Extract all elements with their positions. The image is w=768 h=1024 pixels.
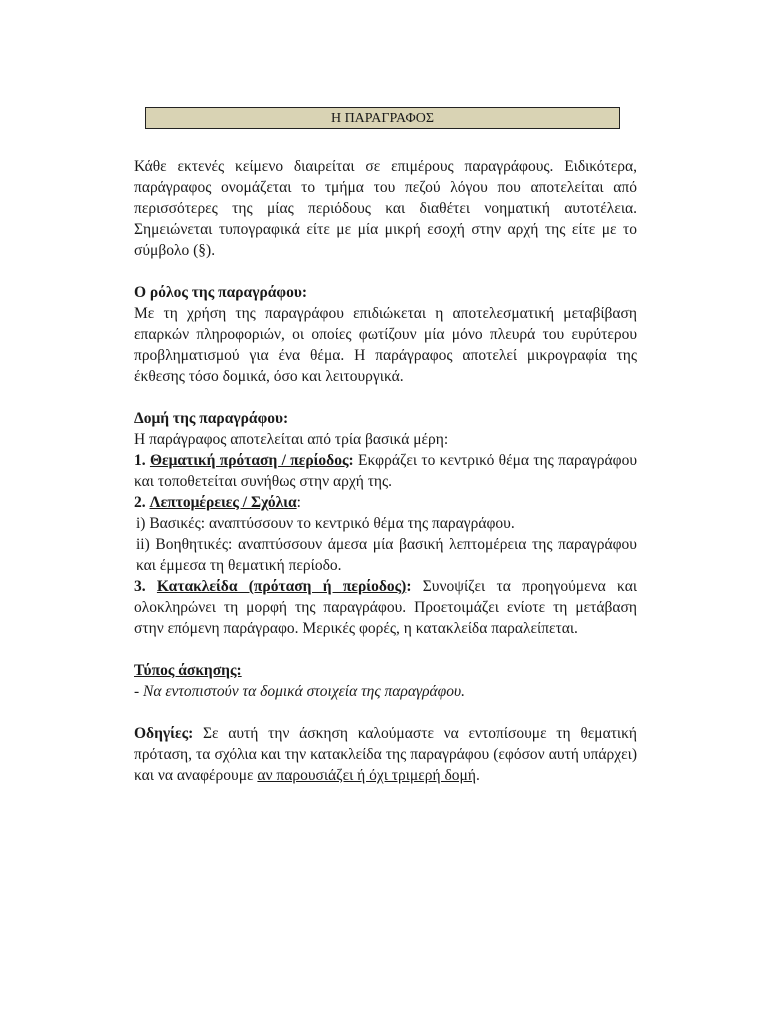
structure-item-3: 3. Κατακλείδα (πρόταση ή περίοδος): Συνοψίζει τα προηγούμενα και ολοκληρώνει τη μορφή της παραγράφου. Προετοιμάζει ενίοτε τη μετάβαση στην επόμενη παράγραφο. Μερικές φορές, η κατακλείδα παραλείπεται. xyxy=(134,578,638,637)
structure-item-2-sub-1: i) Βασικές: αναπτύσσουν το κεντρικό θέμα της παραγράφου. xyxy=(136,515,515,532)
intro-paragraph: Κάθε εκτενές κείμενο διαιρείται σε επιμέρους παραγράφους. Ειδικότερα, παράγραφος ονομάζεται το τμήμα του πεζού λόγου που αποτελείται από περισσότερες της μίας περιόδους και διαθέτει νοηματική αυτοτέλεια. Σημειώνεται τυπογραφικά είτε με μία μικρή εσοχή στην αρχή της είτε με το σύμβολο (§). xyxy=(134,158,637,259)
role-heading: Ο ρόλος της παραγράφου: xyxy=(134,284,308,301)
exercise-text: - Να εντοπιστούν τα δομικά στοιχεία της παραγράφου. xyxy=(134,683,465,700)
structure-item-2-sub-2: ii) Βοηθητικές: αναπτύσσουν άμεσα μία βασική λεπτομέρεια της παραγράφου και έμμεσα τη θεματική περίοδο. xyxy=(136,536,637,574)
structure-heading: Δομή της παραγράφου: xyxy=(134,410,289,427)
structure-item-2: 2. Λεπτομέρειες / Σχόλια: xyxy=(134,494,301,511)
page-title: Η ΠΑΡΑΓΡΑΦΟΣ xyxy=(145,107,620,129)
exercise-heading: Τύπος άσκησης: xyxy=(134,662,242,679)
document-body xyxy=(134,156,637,786)
structure-item-1: 1. Θεματική πρόταση / περίοδος: Εκφράζει το κεντρικό θέμα της παραγράφου και τοποθετείται συνήθως στην αρχή της. xyxy=(134,452,637,490)
structure-intro: Η παράγραφος αποτελείται από τρία βασικά μέρη: xyxy=(134,431,449,448)
instructions-paragraph: Οδηγίες: Σε αυτή την άσκηση καλούμαστε να εντοπίσουμε τη θεματική πρόταση, τα σχόλια και την κατακλείδα της παραγράφου (εφόσον αυτή υπάρχει) και να αναφέρουμε αν παρουσιάζει ή όχι τριμερή δομή. xyxy=(134,725,638,784)
role-paragraph: Με τη χρήση της παραγράφου επιδιώκεται η αποτελεσματική μεταβίβαση επαρκών πληροφοριών, οι οποίες φωτίζουν μία μόνο πλευρά του ευρύτερου προβληματισμού για ένα θέμα. Η παράγραφος αποτελεί μικρογραφία της έκθεσης τόσο δομικά, όσο και λειτουργικά. xyxy=(134,305,637,385)
